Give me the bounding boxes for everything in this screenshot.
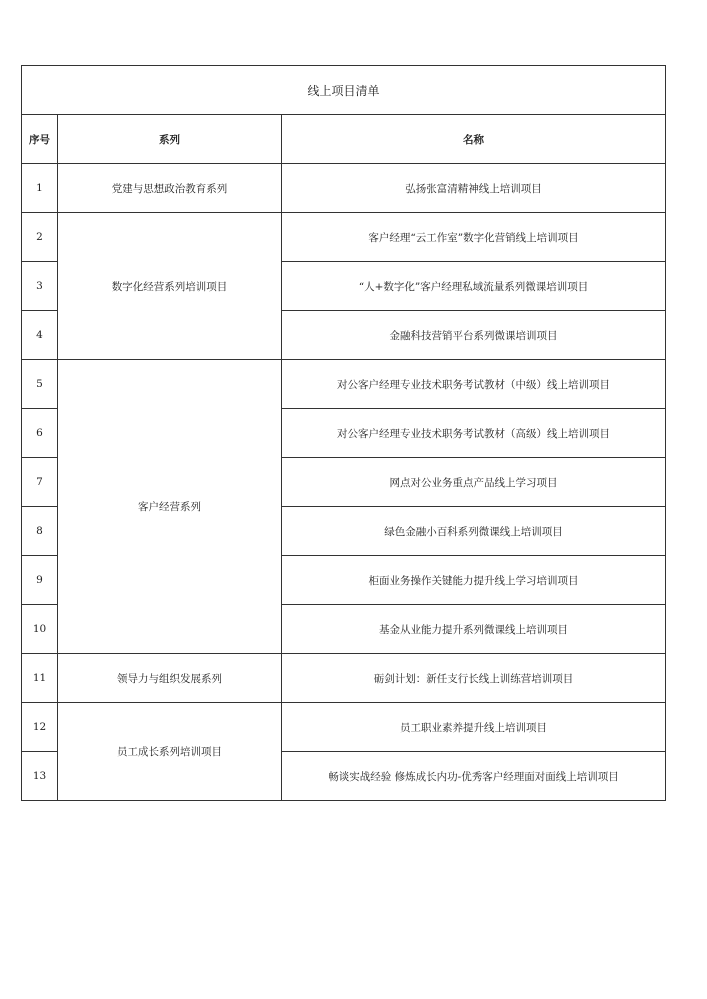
row-number: 13 [22,752,58,801]
row-number: 5 [22,360,58,409]
project-list-table [21,65,666,801]
row-number: 1 [22,164,58,213]
row-number: 11 [22,654,58,703]
row-number: 6 [22,409,58,458]
row-project-name: 柜面业务操作关键能力提升线上学习培训项目 [282,556,666,605]
row-project-name: 绿色金融小百科系列微课线上培训项目 [282,507,666,556]
row-project-name: 员工职业素养提升线上培训项目 [282,703,666,752]
row-number: 7 [22,458,58,507]
row-number: 9 [22,556,58,605]
row-series: 党建与思想政治教育系列 [58,164,282,213]
header-series: 系列 [58,115,282,164]
row-project-name: 基金从业能力提升系列微课线上培训项目 [282,605,666,654]
row-number: 3 [22,262,58,311]
table-row [22,213,666,262]
header-name: 名称 [282,115,666,164]
row-series: 客户经营系列 [58,360,282,654]
row-project-name: 网点对公业务重点产品线上学习项目 [282,458,666,507]
row-project-name: 金融科技营销平台系列微课培训项目 [282,311,666,360]
table-row [22,703,666,752]
table-title: 线上项目清单 [22,66,666,115]
row-series: 领导力与组织发展系列 [58,654,282,703]
row-project-name: 对公客户经理专业技术职务考试教材（中级）线上培训项目 [282,360,666,409]
row-number: 8 [22,507,58,556]
table-row [22,360,666,409]
row-project-name: 砺剑计划：新任支行长线上训练营培训项目 [282,654,666,703]
row-number: 2 [22,213,58,262]
header-number: 序号 [22,115,58,164]
header-row [22,115,666,164]
row-number: 10 [22,605,58,654]
table-row [22,164,666,213]
row-project-name: 畅谈实战经验 修炼成长内功-优秀客户经理面对面线上培训项目 [282,752,666,801]
row-project-name: “人+数字化”客户经理私域流量系列微课培训项目 [282,262,666,311]
title-row [22,66,666,115]
row-project-name: 客户经理“云工作室”数字化营销线上培训项目 [282,213,666,262]
row-series: 数字化经营系列培训项目 [58,213,282,360]
row-project-name: 弘扬张富清精神线上培训项目 [282,164,666,213]
row-series: 员工成长系列培训项目 [58,703,282,801]
table-row [22,654,666,703]
row-number: 12 [22,703,58,752]
row-number: 4 [22,311,58,360]
row-project-name: 对公客户经理专业技术职务考试教材（高级）线上培训项目 [282,409,666,458]
